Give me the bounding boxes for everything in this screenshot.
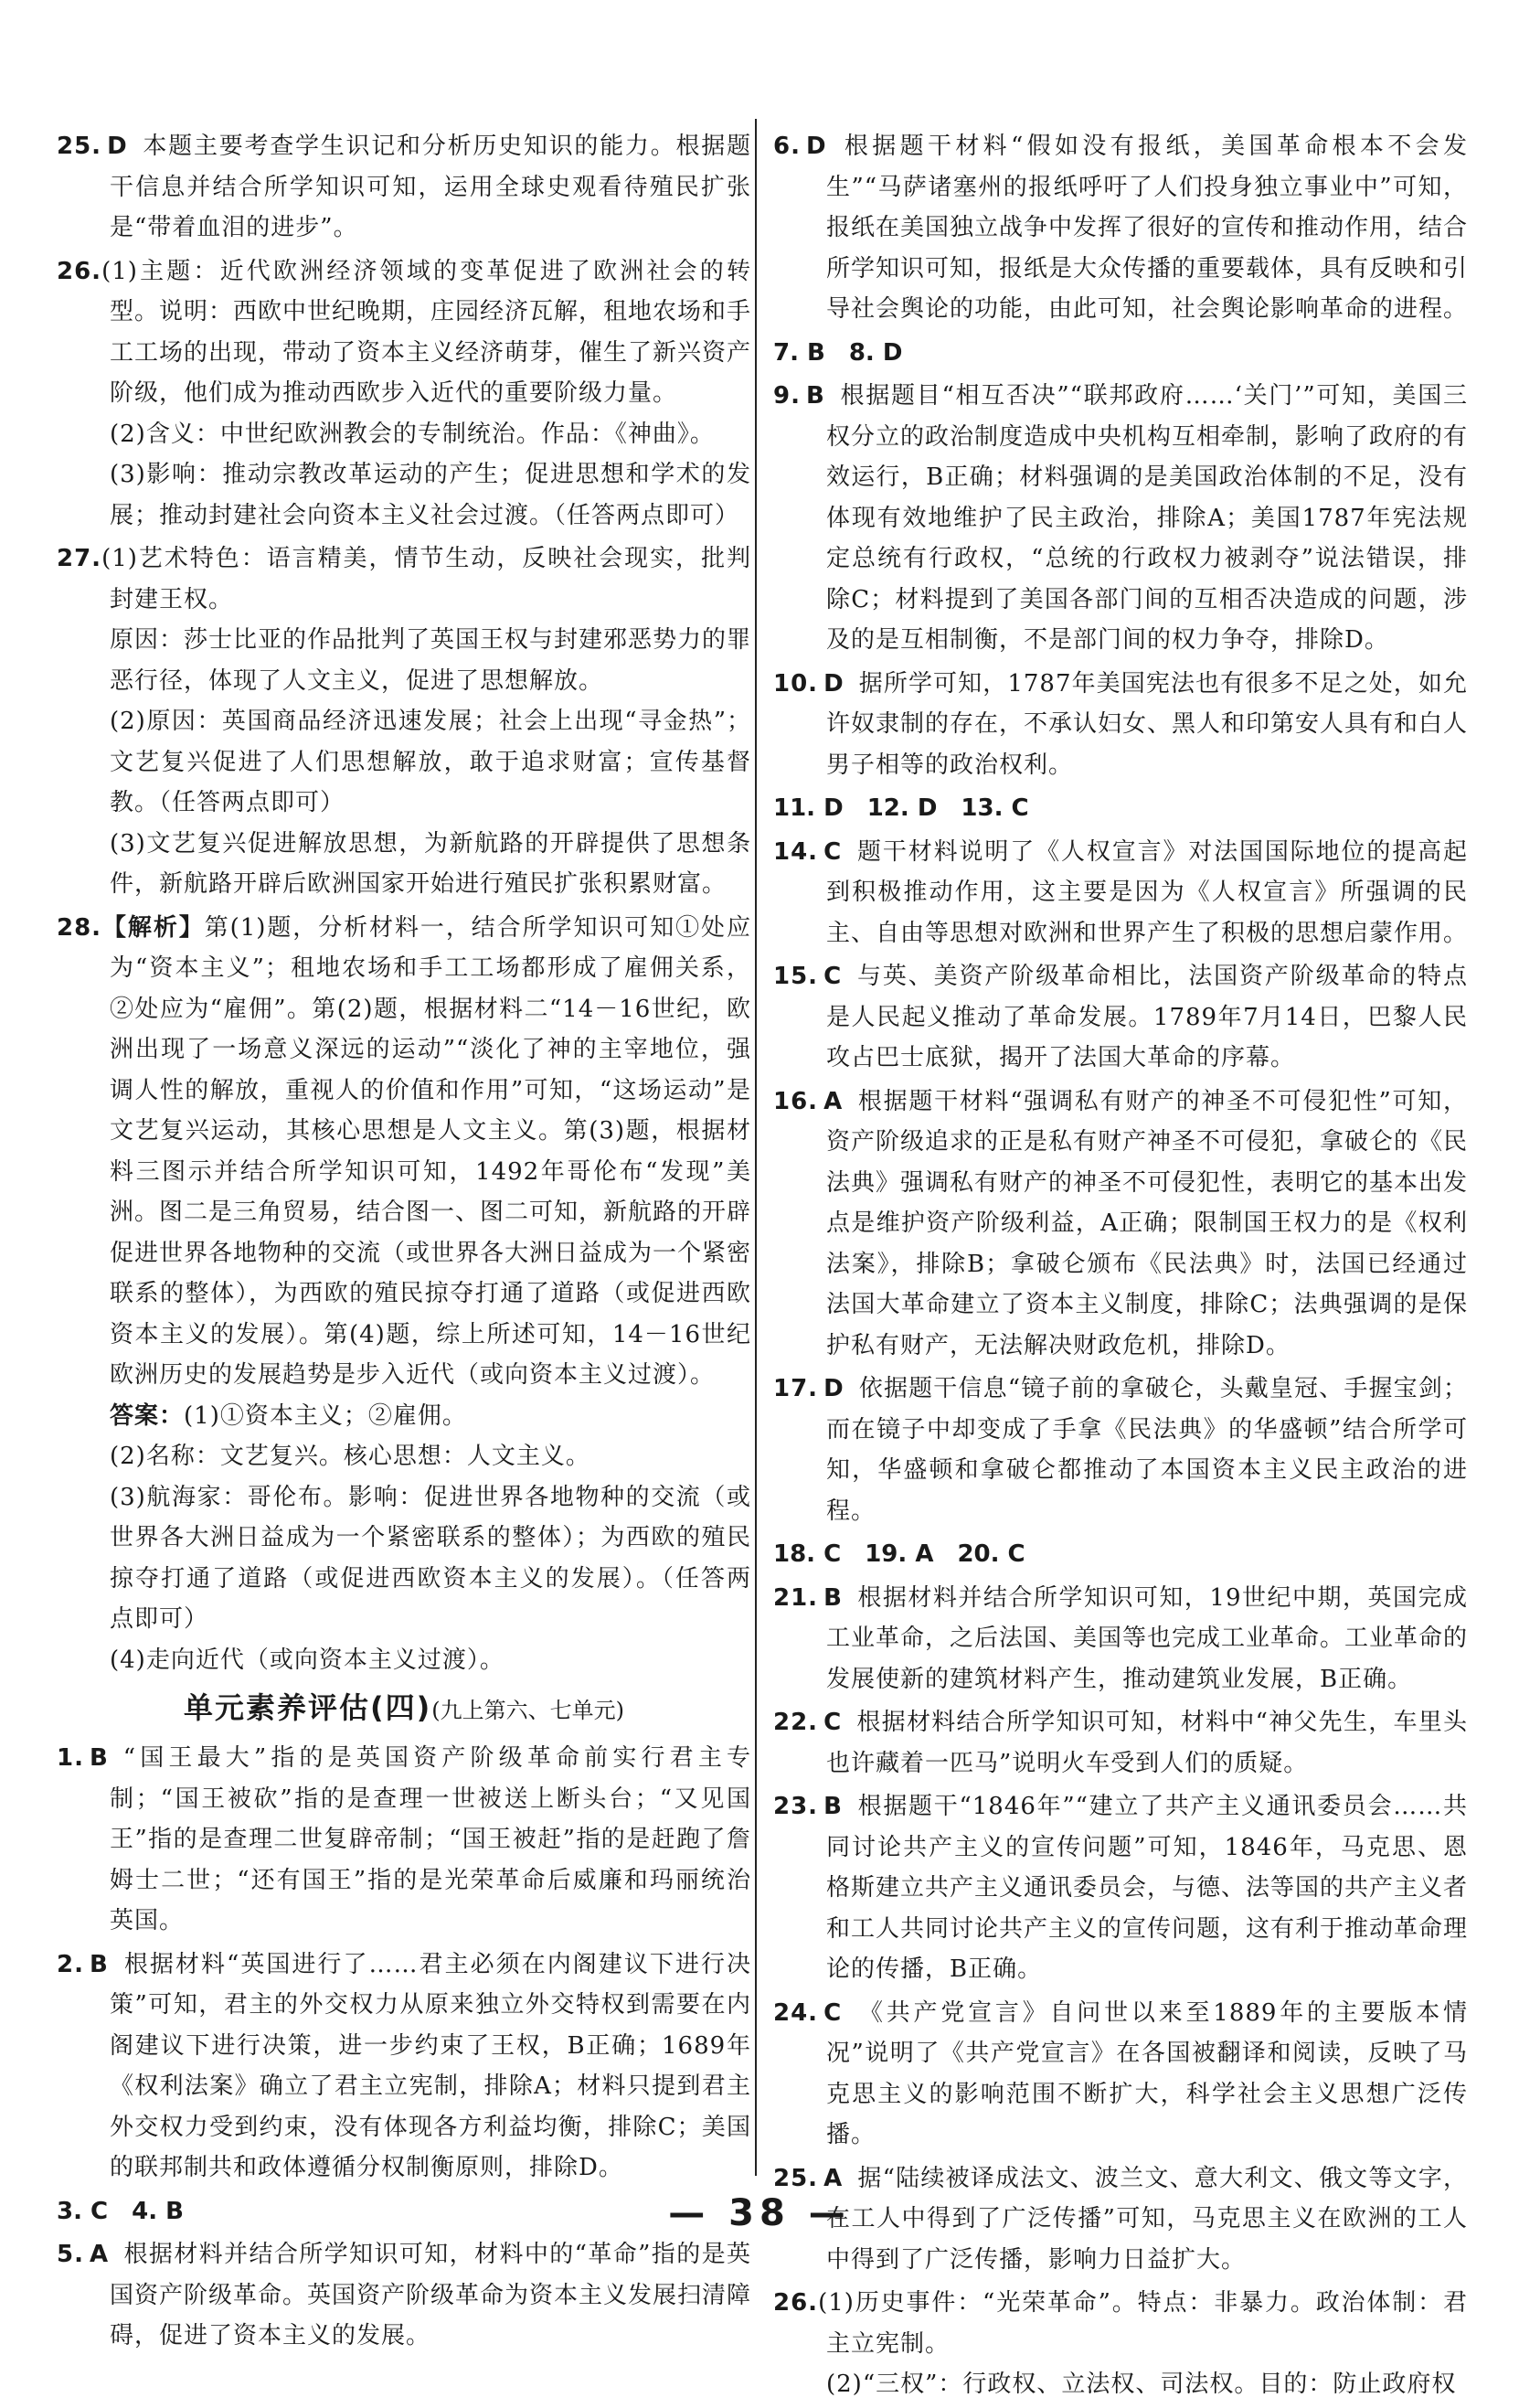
answer-item: 17. D 依据题干信息“镜子前的拿破仑，头戴皇冠、手握宝剑；而在镜子中却变成了手拿《民法典》的华盛顿”结合所学可知，华盛顿和拿破仑都推动了本国资本主义民主政治的进程。 [773, 1375, 1468, 1525]
page-number: — 38 — [668, 2192, 851, 2234]
column-divider [755, 119, 757, 2176]
answer-item: 21. B 根据材料并结合所学知识可知，19世纪中期，英国完成工业革命，之后法国、美国等也完成工业革命。工业革命的发展使新的建筑材料产生，推动建筑业发展，B正确。 [773, 1583, 1469, 1693]
answer-item: 5. A 根据材料并结合所学知识可知，材料中的“革命”指的是英国资产阶级革命。英国资产阶级革命为资本主义发展扫清障碍，促进了资本主义的发展。 [57, 2241, 752, 2349]
answer-item: 26.(1)历史事件：“光荣革命”。特点：非暴力。政治体制：君主立宪制。 (2)“三权”：行政权、立法权、司法权。目的：防止政府权 [773, 2289, 1468, 2398]
short-answers: 18. C 19. A 20. C [773, 1540, 1025, 1568]
answer-item: 6. D 根据题干材料“假如没有报纸，美国革命根本不会发生”“马萨诸塞州的报纸呼吁了人们投身独立事业中”可知，报纸在美国独立战争中发挥了很好的宣传和推动作用，结合所学知识可知，报纸是大众传播的重要载体，具有反映和引导社会舆论的功能，由此可知，社会舆论影响革命的进程。 [773, 133, 1469, 323]
answer-item: 2. B 根据材料“英国进行了……君主必须在内阁建议下进行决策”可知，君主的外交权力从原来独立外交特权到需要在内阁建议下进行决策，进一步约束了王权，B正确；1689年《权利法案》确立了君主立宪制，排除A；材料只提到君主外交权力受到约束，没有体现各方利益均衡，排除C；美国的联邦制共和政体遵循分权制衡原则，排除D。 [57, 1950, 751, 2181]
answer-item: 9. B 根据题目“相互否决”“联邦政府……‘关门’”可知，美国三权分立的政治制度造成中央机构互相牵制，影响了政府的有效运行，B正确；材料强调的是美国政治体制的不足，没有体现有效地维护了民主政治，排除A；美国1787年宪法规定总统有行政权，“总统的行政权力被剥夺”说法错误，排除C；材料提到了美国各部门间的互相否决造成的问题，涉及的是互相制衡，不是部门间的权力争夺，排除D。 [773, 382, 1469, 654]
answer-item: 24. C 《共产党宣言》自问世以来至1889年的主要版本情况”说明了《共产党宣言》在各国被翻译和阅读，反映了马克思主义的影响范围不断扩大，科学社会主义思想广泛传播。 [773, 1998, 1468, 2148]
answer-item: 15. C 与英、美资产阶级革命相比，法国资产阶级革命的特点是人民起义推动了革命发展。1789年7月14日，巴黎人民攻占巴士底狱，揭开了法国大革命的序幕。 [773, 963, 1468, 1071]
answer-item: 23. B 根据题干“1846年”“建立了共产主义通讯委员会……共同讨论共产主义的宣传问题”可知，1846年，马克思、恩格斯建立共产主义通讯委员会，与德、法等国的共产主义者和工人共同讨论共产主义的宣传问题，这有利于推动革命理论的传播，B正确。 [773, 1793, 1469, 1983]
answer-item: 1. B “国王最大”指的是英国资产阶级革命前实行君主专制；“国王被砍”指的是查理一世被送上断头台；“又见国王”指的是查理二世复辟帝制；“国王被赶”指的是赶跑了詹姆士二世；“还有国王”指的是光荣革命后威廉和玛丽统治英国。 [57, 1744, 751, 1934]
right-column [773, 126, 1468, 2408]
section-title: 单元素养评估(四)(九上第六、七单元) [184, 1690, 624, 1725]
short-answers: 7. B 8. D [773, 338, 903, 367]
short-answers: 3. C 4. B [57, 2197, 184, 2225]
answer-item: 16. A 根据题干材料“强调私有财产的神圣不可侵犯性”可知，资产阶级追求的正是私有财产神圣不可侵犯，拿破仑的《民法典》强调私有财产的神圣不可侵犯性，表明它的基本出发点是维护资产阶级利益，A正确；限制国王权力的是《权利法案》，排除B；拿破仑颁布《民法典》时，法国已经通过法国大革命建立了资本主义制度，排除C；法典强调的是保护私有财产，无法解决财政危机，排除D。 [773, 1087, 1469, 1359]
answer-item: 26.(1)主题：近代欧洲经济领域的变革促进了欧洲社会的转型。说明：西欧中世纪晚期，庄园经济瓦解，租地农场和手工工场的出现，带动了资本主义经济萌芽，催生了新兴资产阶级，他们成为推动西欧步入近代的重要阶级力量。 (2)含义：中世纪欧洲教会的专制统治。作品：《神曲》。 (3)影响：推动宗教改革运动的产生；促进思想和学术的发展；推动封建社会向资本主义社会过渡。（任答两点即可） [57, 257, 752, 529]
answer-item: 27.(1)艺术特色：语言精美，情节生动，反映社会现实，批判封建王权。 原因：莎士比亚的作品批判了英国王权与封建邪恶势力的罪恶行径，体现了人文主义，促进了思想解放。 (2)原因：英国商品经济迅速发展；社会上出现“寻金热”；文艺复兴促进了人们思想解放，敢于追求财富；宣传基督教。（任答两点即可） (3)文艺复兴促进解放思想，为新航路的开辟提供了思想条件，新航路开辟后欧洲国家开始进行殖民扩张积累财富。 [57, 545, 752, 898]
answer-item: 10. D 据所学可知，1787年美国宪法也有很多不足之处，如允许奴隶制的存在，不承认妇女、黑人和印第安人具有和白人男子相等的政治权利。 [773, 669, 1469, 779]
answer-item: 22. C 根据材料结合所学知识可知，材料中“神父先生，车里头也许藏着一匹马”说明火车受到人们的质疑。 [773, 1709, 1468, 1777]
short-answers: 11. D 12. D 13. C [773, 794, 1029, 822]
answer-item: 14. C 题干材料说明了《人权宣言》对法国国际地位的提高起到积极推动作用，这主要是因为《人权宣言》所强调的民主、自由等思想对欧洲和世界产生了积极的思想启蒙作用。 [773, 837, 1469, 947]
left-column [57, 126, 751, 2360]
answer-item: 28.【解析】第(1)题，分析材料一，结合所学知识可知①处应为“资本主义”；租地农场和手工工场都形成了雇佣关系，②处应为“雇佣”。第(2)题，根据材料二“14－16世纪，欧洲出现了一场意义深远的运动”“淡化了神的主宰地位，强调人性的解放，重视人的价值和作用”可知，“这场运动”是文艺复兴运动，其核心思想是人文主义。第(3)题，根据材料三图示并结合所学知识可知，1492年哥伦布“发现”美洲。图二是三角贸易，结合图一、图二可知，新航路的开辟促进世界各地物种的交流（或世界各大洲日益成为一个紧密联系的整体），为西欧的殖民掠夺打通了道路（或促进西欧资本主义的发展）。第(4)题，综上所述可知，14－16世纪欧洲历史的发展趋势是步入近代（或向资本主义过渡）。 答案：(1)①资本主义；②雇佣。 (2)名称：文艺复兴。核心思想：人文主义。 (3)航海家：哥伦布。影响：促进世界各地物种的交流（或世界各大洲日益成为一个紧密联系的整体）；为西欧的殖民掠夺打通了道路（或促进西欧资本主义的发展）。（任答两点即可） (4)走向近代（或向资本主义过渡）。 [57, 913, 752, 1674]
answer-item: 25. A 据“陆续被译成法文、波兰文、意大利文、俄文等文字，在工人中得到了广泛传播”可知，马克思主义在欧洲的工人中得到了广泛传播，影响力日益扩大。 [773, 2164, 1468, 2274]
answer-item: 25. D 本题主要考查学生识记和分析历史知识的能力。根据题干信息并结合所学知识可知，运用全球史观看待殖民扩张是“带着血泪的进步”。 [57, 133, 751, 241]
